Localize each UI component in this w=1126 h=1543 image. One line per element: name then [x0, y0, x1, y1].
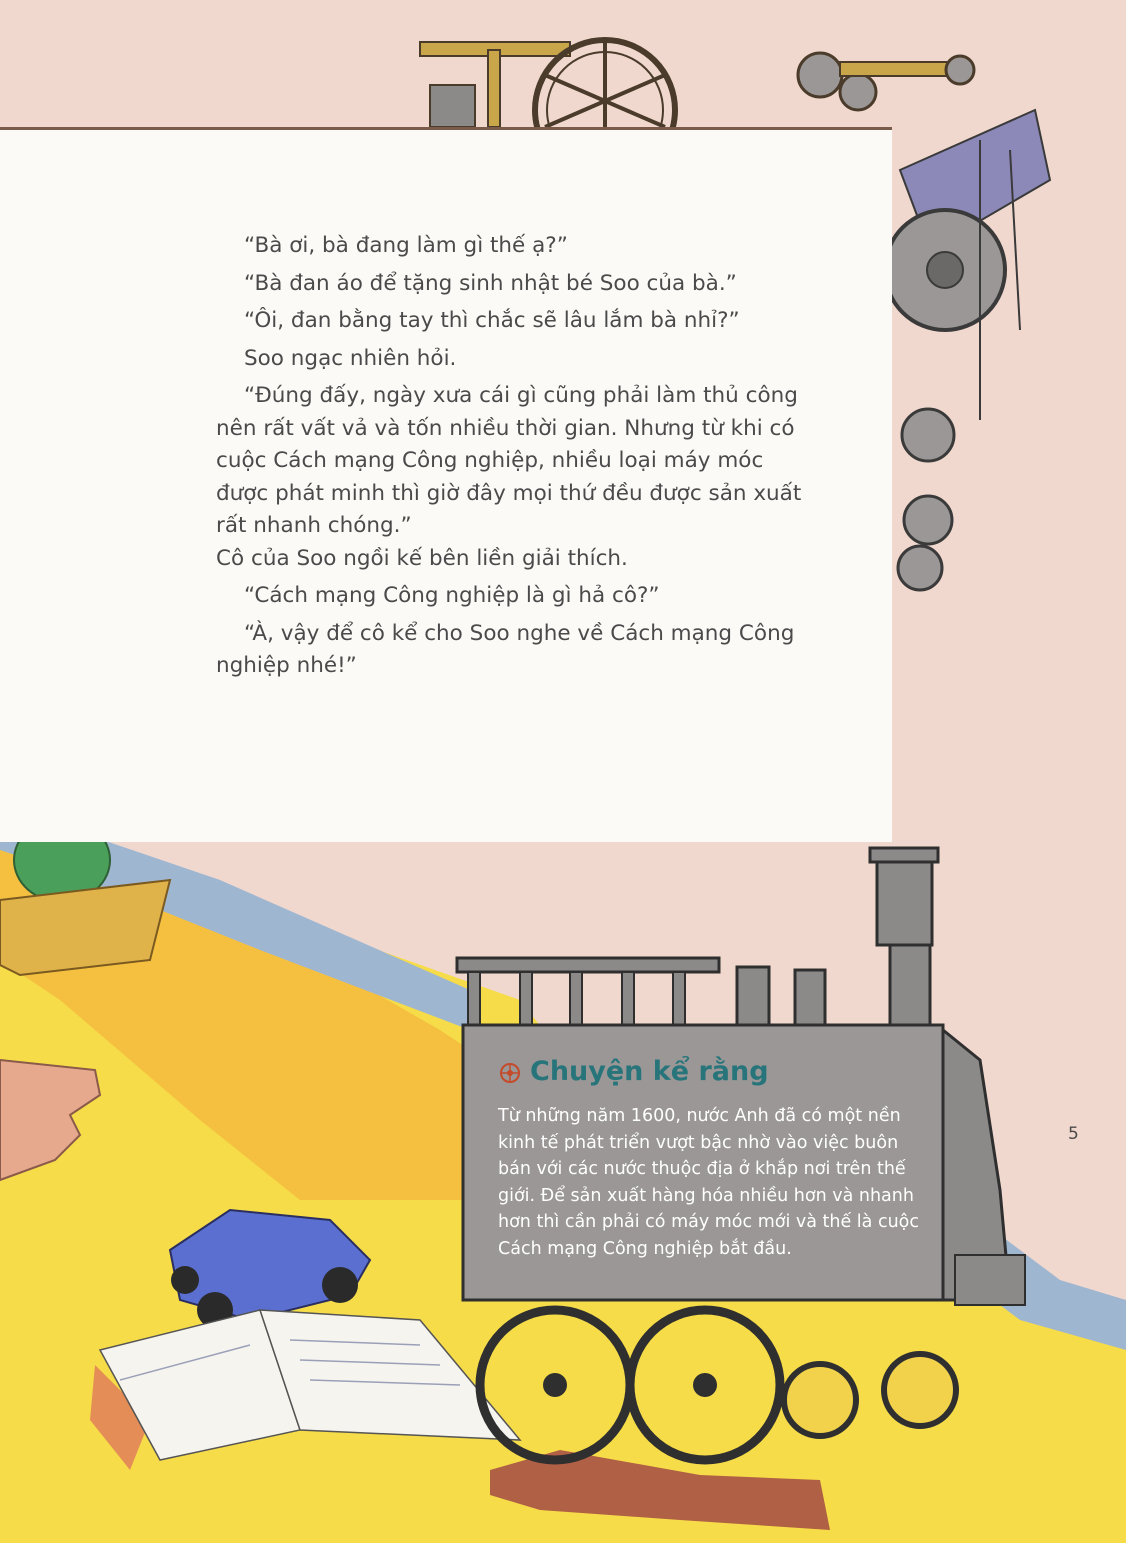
page-number: 5 [1068, 1124, 1079, 1144]
fact-box-body: Từ những năm 1600, nước Anh đã có một nền kinh tế phát triển vượt bậc nhờ vào việc buôn bán với các nước thuộc địa ở khắp nơi trên thế giới. Để sản xuất hàng hóa nhiều hơn và nhanh hơn thì cần phải có máy móc mới và thế là cuộc Cách mạng Công nghiệp bắt đầu. [498, 1106, 919, 1259]
story-line-3: “Ôi, đan bằng tay thì chắc sẽ lâu lắm bà nhỉ?” [244, 308, 740, 333]
story-paragraph-5: “Đúng đấy, ngày xưa cái gì cũng phải làm thủ công nên rất vất vả và tốn nhiều thời gian. Nhưng từ khi có cuộc Cách mạng Công nghiệp, nhiều loại máy móc được phát minh thì giờ đây mọi thứ đều được sản xuất rất nhanh chóng.” [216, 383, 802, 538]
gear-bullet-icon [498, 1061, 522, 1085]
story-line-1: “Bà ơi, bà đang làm gì thế ạ?” [244, 233, 568, 258]
gear-column-illustration [885, 110, 1050, 590]
story-line-6: Cô của Soo ngồi kế bên liền giải thích. [216, 545, 628, 571]
story-line-4: Soo ngạc nhiên hỏi. [244, 345, 457, 371]
story-line-2: “Bà đan áo để tặng sinh nhật bé Soo của bà.” [244, 270, 737, 296]
story-text [216, 230, 816, 688]
story-paragraph-8: “À, vậy để cô kể cho Soo nghe về Cách mạng Công nghiệp nhé!” [216, 620, 795, 678]
story-line-7: “Cách mạng Công nghiệp là gì hả cô?” [244, 583, 660, 608]
fact-box-title: Chuyện kể rằng [530, 1056, 769, 1087]
